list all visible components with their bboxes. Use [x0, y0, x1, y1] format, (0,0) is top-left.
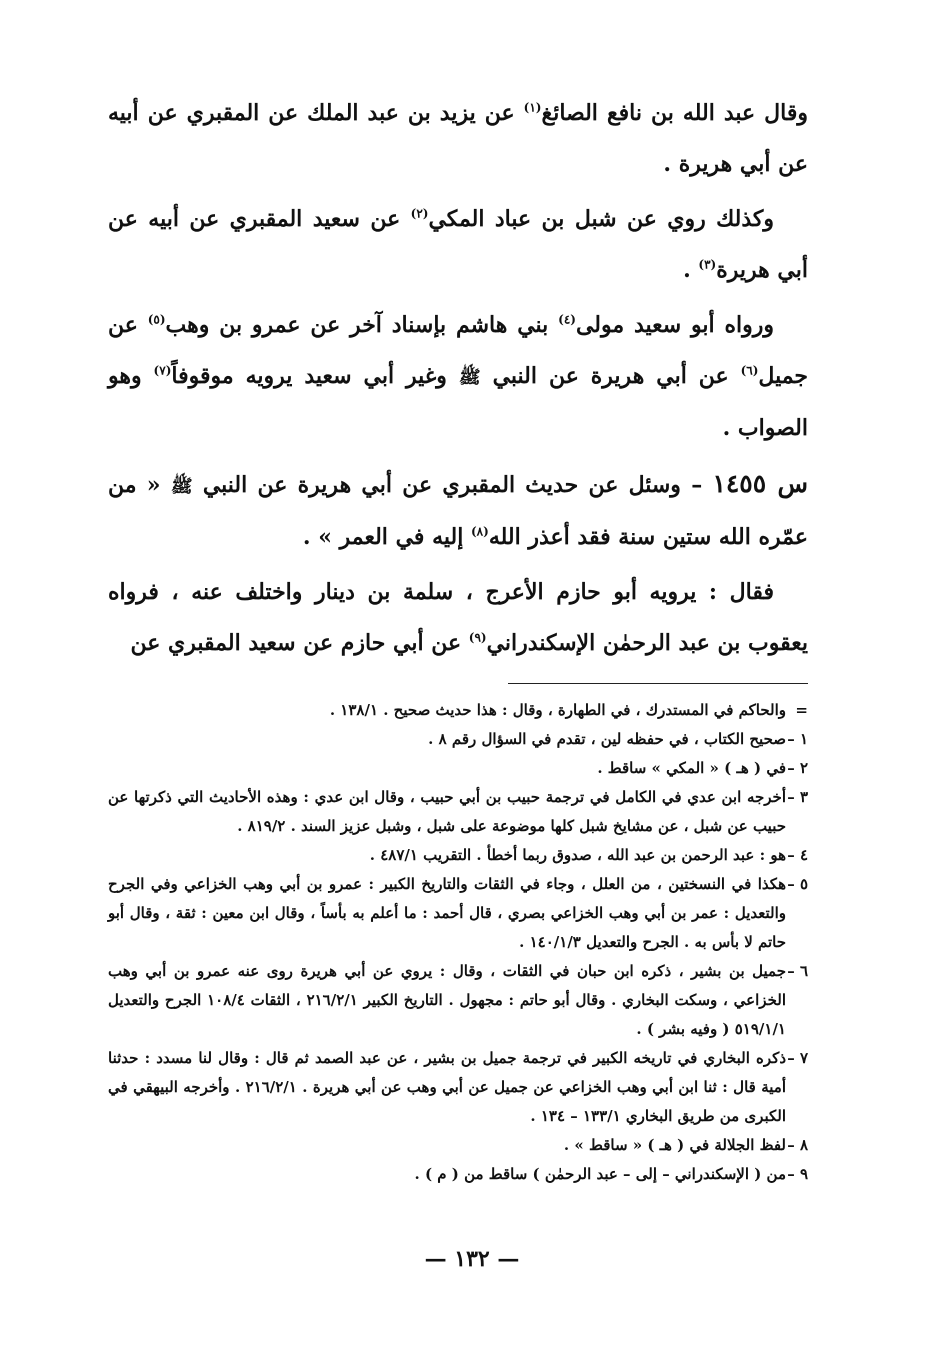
salla-ligature: ﷺ	[458, 367, 481, 388]
paragraph-3	[108, 300, 808, 454]
footnote	[108, 1131, 808, 1160]
footnote-number: ١ –	[787, 730, 808, 748]
text: ورواه أبو سعيد مولى	[575, 312, 774, 338]
footnote-number: ٥ –	[787, 875, 808, 893]
text: بني هاشم بإسناد آخر عن عمرو بن وهب	[165, 312, 559, 338]
text: وكذلك روي عن شبل بن عباد المكي	[428, 206, 775, 232]
footnote	[108, 783, 808, 841]
footnote	[108, 725, 808, 754]
footnote	[108, 841, 808, 870]
footnote-ref-1[interactable]: (١)	[523, 100, 542, 115]
paragraph-1	[108, 88, 808, 190]
footnote-text: في ( هـ ) « المكي » ساقط .	[597, 759, 786, 777]
footnote-number: ٩ –	[787, 1165, 808, 1183]
footnote-text: ذكره البخاري في تاريخه الكبير في ترجمة جميل بن بشير ، عن عبد الصمد ثم قال : وقال لنا مسدد : حدثنا أمية قال : ثنا ابن أبي وهب الخزاعي عن جميل عن أبي وهب عن أبي هريرة . ٢١٦/٢/١ . وأخرجه البيهقي في الكبرى من طريق البخاري ١٣٣/١ – ١٣٤ .	[108, 1049, 786, 1125]
footnote-number: ٨ –	[787, 1136, 808, 1154]
footnote-ref-7[interactable]: (٧)	[153, 363, 172, 378]
footnote-divider	[508, 683, 808, 684]
text: عن أبي حازم عن سعيد المقبري عن	[130, 630, 469, 656]
paragraph-2	[108, 194, 808, 296]
footnote-number: ٦ –	[787, 962, 808, 980]
footnote-text: هو : عبد الرحمن بن عبد الله ، صدوق ربما أخطأ . التقريب ٤٨٧/١ .	[369, 846, 786, 864]
footnote-ref-3[interactable]: (٣)	[698, 257, 717, 272]
footnote-text: هكذا في النسختين ، من العلل ، وجاء في الثقات والتاريخ الكبير : عمرو بن أبي وهب الخزاعي وفي الجرح والتعديل : عمر بن أبي وهب الخزاعي بصري ، قال أحمد : ما أعلم به بأساً ، وقال ابن معين : ثقة ، وقال أبو حاتم لا بأس به . الجرح والتعديل ١٤٠/١/٣ .	[108, 875, 786, 951]
footnote	[108, 957, 808, 1044]
footnote-number: ٢ –	[787, 759, 808, 777]
footnote-text: جميل بن بشير ، ذكره ابن حبان في الثقات ، وقال : يروي عن أبي هريرة روى عنه عمرو بن أبي وهب الخزاعي ، وسكت البخاري . وقال أبو حاتم : مجهول . التاريخ الكبير ٢١٦/٢/١ ، الثقات ١٠٨/٤ الجرح والتعديل ٥١٩/١/١ ( وفيه بشر ) .	[108, 962, 786, 1038]
footnote-ref-2[interactable]: (٢)	[410, 206, 429, 221]
footnote-text: والحاكم في المستدرك ، في الطهارة ، وقال : هذا حديث صحيح . ١٣٨/١ .	[329, 701, 786, 719]
footnote	[108, 1160, 808, 1189]
page-body	[108, 88, 808, 1189]
footnote-number: ٤ –	[787, 846, 808, 864]
text: عن سعيد المقبري عن أبيه عن أبي هريرة	[108, 206, 808, 283]
question-number: س ١٤٥٥	[712, 469, 808, 498]
text: عن جميل	[108, 312, 809, 389]
text: .	[683, 257, 699, 283]
footnote-text: صحيح الكتاب ، في حفظه لين ، تقدم في السؤال رقم ٨ .	[428, 730, 786, 748]
salla-ligature: ﷺ	[170, 476, 193, 497]
question-paragraph	[108, 458, 808, 563]
footnote	[108, 870, 808, 957]
footnote-number: ٧ –	[787, 1049, 808, 1067]
footnote-number: =	[795, 701, 808, 719]
footnote-ref-8[interactable]: (٨)	[470, 524, 489, 539]
text: عن يزيد بن عبد الملك عن المقبري عن أبيه عن أبي هريرة .	[108, 100, 808, 177]
paragraph-4	[108, 567, 808, 669]
footnote-ref-9[interactable]: (٩)	[468, 630, 487, 645]
footnote	[108, 696, 808, 725]
text: فقال : يرويه أبو حازم الأعرج ، سلمة بن دينار واختلف عنه ، فرواه يعقوب بن عبد الرحمٰن الإسكندراني	[108, 579, 808, 656]
footnote-ref-6[interactable]: (٦)	[740, 363, 759, 378]
footnote-ref-4[interactable]: (٤)	[558, 312, 576, 327]
footnote-number: ٣ –	[787, 788, 808, 806]
footnote-ref-5[interactable]: (٥)	[147, 312, 166, 327]
text: – وسئل عن حديث المقبري عن أبي هريرة عن النبي	[192, 472, 713, 498]
text: وهو الصواب .	[108, 363, 808, 441]
text: وغير أبي سعيد يرويه موقوفاً	[171, 363, 459, 389]
text: إليه في العمر » .	[302, 524, 471, 550]
footnote	[108, 754, 808, 783]
text: عن أبي هريرة عن النبي	[480, 363, 741, 389]
footnotes-list	[108, 696, 808, 1189]
footnote-text: لفظ الجلالة في ( هـ ) « ساقط » .	[563, 1136, 786, 1154]
footnote-text: من ( الإسكندراني – إلى – عبد الرحمٰن ) ساقط من ( م ) .	[414, 1165, 786, 1183]
footnote-text: أخرجه ابن عدي في الكامل في ترجمة حبيب بن أبي حبيب ، وقال ابن عدي : وهذه الأحاديث التي ذكرتها عن حبيب عن شبل ، عن مشايخ شبل كلها موضوعة على شبل ، وشبل عزيز السند . ٨١٩/٢ .	[108, 788, 786, 835]
page-number: — ١٣٢ —	[424, 1246, 520, 1272]
text: وقال عبد الله بن نافع الصائغ	[541, 100, 808, 126]
text: « من عمّره الله ستين سنة فقد أعذر الله	[108, 472, 808, 550]
footnote	[108, 1044, 808, 1131]
